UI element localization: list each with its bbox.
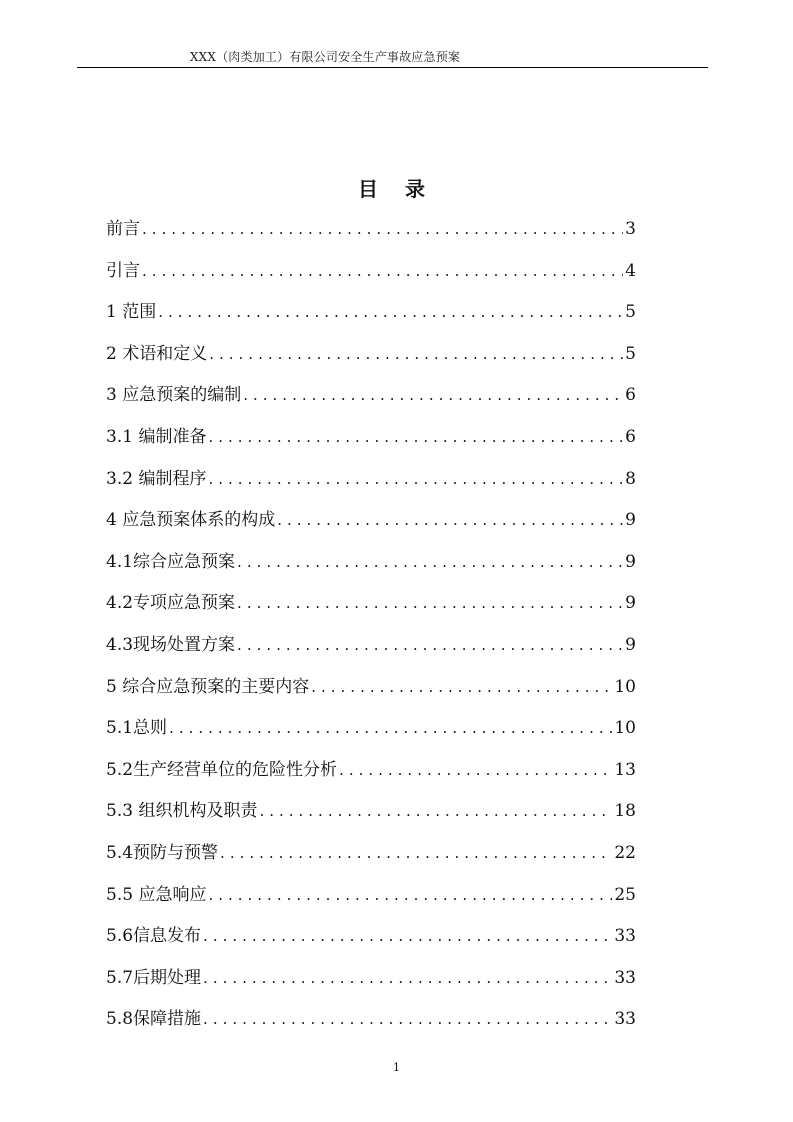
toc-entry-label: 5 综合应急预案的主要内容 [106,676,310,697]
toc-leader-dots [243,386,623,404]
toc-entry-label: 5.1总则 [106,718,168,739]
toc-entry-page: 5 [625,302,636,323]
toc-entry-page: 33 [614,1009,636,1030]
toc-entry-label: 5.7后期处理 [106,967,202,988]
toc-entry-page: 6 [625,426,636,447]
toc-entry-page: 10 [614,676,636,697]
toc-entry-page: 33 [614,926,636,947]
toc-leader-dots [208,886,612,904]
toc-leader-dots [169,719,612,737]
toc-entry-label: 5.4预防与预警 [106,842,219,863]
toc-leader-dots [142,220,623,238]
toc-entry-label: 3.2 编制程序 [106,468,207,489]
toc-entry-page: 18 [614,801,636,822]
toc-entry-label: 引言 [106,260,140,281]
toc-entry[interactable] [106,672,636,714]
toc-entry[interactable] [106,297,636,339]
toc-entry-page: 9 [625,510,636,531]
table-of-contents [106,214,636,1046]
toc-entry-label: 4.3现场处置方案 [106,634,236,655]
toc-entry-page: 6 [625,385,636,406]
toc-leader-dots [220,844,612,862]
toc-entry-page: 4 [625,260,636,281]
toc-entry[interactable] [106,339,636,381]
toc-leader-dots [209,345,623,363]
toc-leader-dots [142,262,623,280]
toc-leader-dots [208,428,623,446]
toc-entry-page: 8 [625,468,636,489]
header-rule [77,67,708,68]
toc-leader-dots [339,761,612,779]
toc-entry[interactable] [106,630,636,672]
toc-leader-dots [237,553,623,571]
toc-entry-page: 22 [614,842,636,863]
toc-entry[interactable] [106,505,636,547]
toc-entry[interactable] [106,1004,636,1046]
toc-entry[interactable] [106,921,636,963]
toc-entry-page: 9 [625,634,636,655]
toc-entry-label: 5.6信息发布 [106,926,202,947]
toc-entry[interactable] [106,880,636,922]
toc-entry[interactable] [106,588,636,630]
toc-leader-dots [158,303,623,321]
toc-entry-page: 5 [625,343,636,364]
toc-entry[interactable] [106,422,636,464]
toc-leader-dots [203,1010,612,1028]
toc-entry-page: 9 [625,551,636,572]
toc-entry-page: 3 [625,219,636,239]
toc-entry-page: 33 [614,967,636,988]
toc-entry-label: 前言 [106,219,140,239]
toc-entry-page: 9 [625,593,636,614]
toc-entry[interactable] [106,755,636,797]
toc-leader-dots [208,470,623,488]
toc-entry[interactable] [106,380,636,422]
toc-entry[interactable] [106,963,636,1005]
toc-title: 目 录 [358,177,435,201]
toc-entry-label: 4.2专项应急预案 [106,593,236,614]
toc-entry[interactable] [106,256,636,298]
toc-entry[interactable] [106,464,636,506]
toc-entry-page: 13 [614,759,636,780]
toc-entry-label: 1 范围 [106,302,157,323]
toc-leader-dots [203,927,612,945]
toc-entry-label: 4.1综合应急预案 [106,551,236,572]
toc-entry-label: 5.2生产经营单位的危险性分析 [106,759,338,780]
toc-leader-dots [259,802,612,820]
toc-entry-page: 25 [614,884,636,905]
toc-entry-label: 3.1 编制准备 [106,426,207,447]
toc-leader-dots [311,678,612,696]
toc-entry-page: 10 [614,718,636,739]
toc-entry[interactable] [106,838,636,880]
running-header: XXX（肉类加工）有限公司安全生产事故应急预案 [189,50,461,64]
page-number: 1 [393,1061,400,1074]
toc-leader-dots [203,969,612,987]
toc-entry-label: 5.8保障措施 [106,1009,202,1030]
toc-entry[interactable] [106,547,636,589]
toc-leader-dots [237,636,623,654]
toc-entry[interactable] [106,796,636,838]
toc-entry-label: 4 应急预案体系的构成 [106,510,276,531]
toc-entry-label: 5.5 应急响应 [106,884,207,905]
toc-entry-label: 5.3 组织机构及职责 [106,801,258,822]
toc-leader-dots [237,594,623,612]
toc-entry[interactable] [106,713,636,755]
toc-entry[interactable] [106,214,636,256]
toc-leader-dots [277,511,623,529]
toc-entry-label: 2 术语和定义 [106,343,208,364]
toc-entry-label: 3 应急预案的编制 [106,385,242,406]
